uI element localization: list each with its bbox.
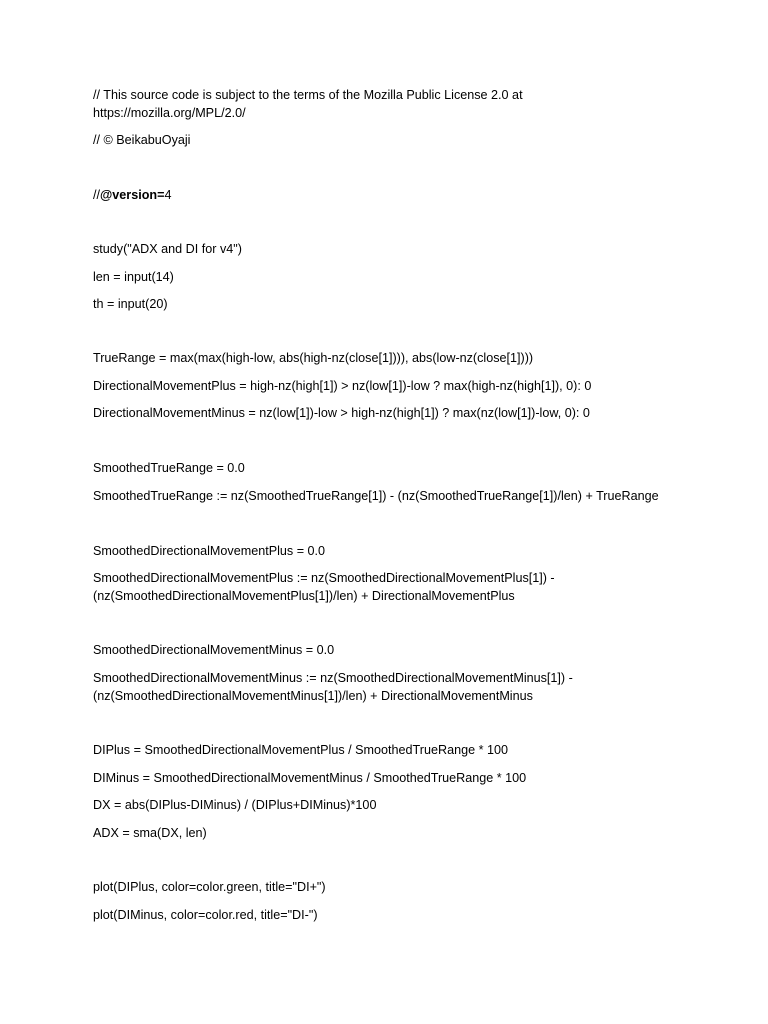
dx-line: DX = abs(DIPlus-DIMinus) / (DIPlus+DIMinus)*100	[93, 798, 377, 812]
sdm-minus-assign-line-2: (nz(SmoothedDirectionalMovementMinus[1])/len) + DirectionalMovementMinus	[93, 689, 533, 703]
adx-line: ADX = sma(DX, len)	[93, 826, 207, 840]
diminus-line: DIMinus = SmoothedDirectionalMovementMinus / SmoothedTrueRange * 100	[93, 771, 527, 785]
sdm-minus-assign-line-1: SmoothedDirectionalMovementMinus := nz(SmoothedDirectionalMovementMinus[1]) -	[93, 671, 573, 685]
dm-plus-line: DirectionalMovementPlus = high-nz(high[1]) > nz(low[1])-low ? max(high-nz(high[1]), 0): 0	[93, 379, 592, 393]
sdm-plus-init: SmoothedDirectionalMovementPlus = 0.0	[93, 544, 326, 558]
len-input-line: len = input(14)	[93, 270, 174, 284]
smoothed-true-range-assign: SmoothedTrueRange := nz(SmoothedTrueRange[1]) - (nz(SmoothedTrueRange[1])/len) + TrueRange	[93, 489, 659, 503]
sdm-plus-assign-line-2: (nz(SmoothedDirectionalMovementPlus[1])/len) + DirectionalMovementPlus	[93, 589, 515, 603]
license-comment-line-1: // This source code is subject to the terms of the Mozilla Public License 2.0 at	[93, 88, 523, 102]
smoothed-true-range-init: SmoothedTrueRange = 0.0	[93, 461, 245, 475]
license-comment-line-2: https://mozilla.org/MPL/2.0/	[93, 106, 246, 120]
true-range-line: TrueRange = max(max(high-low, abs(high-nz(close[1]))), abs(low-nz(close[1])))	[93, 351, 534, 365]
th-input-line: th = input(20)	[93, 297, 168, 311]
version-prefix: //	[93, 188, 100, 202]
version-number: 4	[164, 188, 172, 202]
version-keyword: @version=	[100, 188, 165, 202]
plot-diminus-line: plot(DIMinus, color=color.red, title="DI-")	[93, 908, 318, 922]
sdm-plus-assign-line-1: SmoothedDirectionalMovementPlus := nz(SmoothedDirectionalMovementPlus[1]) -	[93, 571, 555, 585]
plot-diplus-line: plot(DIPlus, color=color.green, title="DI+")	[93, 880, 326, 894]
diplus-line: DIPlus = SmoothedDirectionalMovementPlus / SmoothedTrueRange * 100	[93, 743, 508, 757]
sdm-minus-init: SmoothedDirectionalMovementMinus = 0.0	[93, 643, 335, 657]
study-declaration: study("ADX and DI for v4")	[93, 242, 242, 256]
dm-minus-line: DirectionalMovementMinus = nz(low[1])-low > high-nz(high[1]) ? max(nz(low[1])-low, 0): 0	[93, 406, 590, 420]
version-directive	[93, 186, 713, 204]
copyright-comment: // © BeikabuOyaji	[93, 133, 191, 147]
